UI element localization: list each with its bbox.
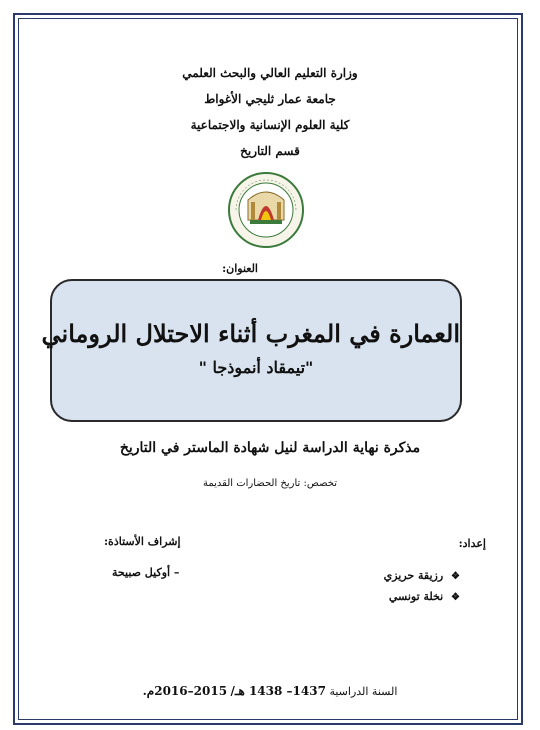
specialty: تخصص: تاريخ الحضارات القديمة [202, 478, 338, 489]
supervision-label: إشراف الأستاذة: [104, 535, 181, 548]
student-name: رزيقة حريزي [383, 569, 444, 582]
diamond-bullet-icon: ❖ [451, 571, 460, 582]
student-item [384, 587, 460, 608]
department-name: قسم التاريخ [240, 144, 300, 158]
ministry-name: وزارة التعليم العالي والبحث العلمي [182, 66, 358, 80]
title-box [41, 279, 462, 422]
academic-year-hijri: 1437– 1438 هـ/ [230, 684, 326, 698]
student-item [384, 566, 460, 587]
academic-year-gregorian: 2015–2016م. [142, 684, 228, 698]
university-name: جامعة عمار ثليجي الأغواط [204, 92, 336, 106]
university-logo [226, 170, 306, 250]
diamond-bullet-icon: ❖ [451, 592, 460, 603]
faculty-name: كلية العلوم الإنسانية والاجتماعية [190, 118, 350, 132]
academic-year-label: السنة الدراسية [329, 685, 398, 698]
student-name: نخلة تونسي [388, 590, 444, 603]
degree-statement: مذكرة نهاية الدراسة لنيل شهادة الماستر في التاريخ [119, 440, 421, 456]
prepared-by-label: إعداد: [458, 537, 486, 550]
title-label: العنوان: [222, 262, 258, 275]
supervisor-name: – أوكيل صبيحة [112, 566, 180, 579]
thesis-title: العمارة في المغرب أثناء الاحتلال الروماني [41, 319, 460, 348]
academic-year [0, 684, 540, 698]
student-list [384, 566, 460, 608]
thesis-subtitle: "تيمقاد أنموذجا " [198, 358, 314, 377]
institution-header [0, 60, 540, 164]
